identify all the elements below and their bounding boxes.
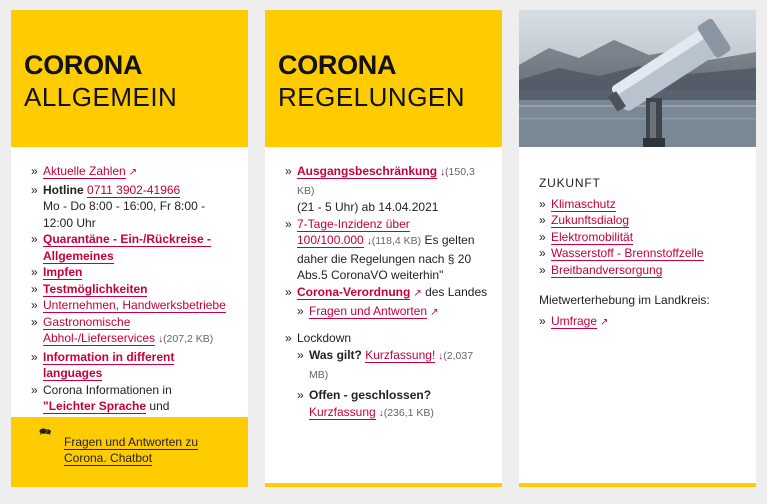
card-header xyxy=(11,10,248,147)
list-item xyxy=(31,163,234,182)
list-item xyxy=(539,229,742,246)
link-gastronomische[interactable]: Gastronomische Abhol-/Lieferservices xyxy=(43,314,156,345)
list-item xyxy=(539,313,742,332)
link-kurzfassung-1[interactable]: Kurzfassung! xyxy=(365,348,436,362)
card-title-light: REGELUNGEN xyxy=(278,82,466,112)
offen-label: Offen - geschlossen? xyxy=(309,388,432,402)
link-aktuelle-zahlen[interactable]: Aktuelle Zahlen xyxy=(43,164,126,178)
card-corona-allgemein xyxy=(11,10,248,487)
link-testmoeglichkeiten[interactable]: Testmöglichkeiten xyxy=(43,281,148,296)
download-icon: ↓ xyxy=(366,236,372,247)
list-item xyxy=(31,314,234,349)
list-item xyxy=(31,264,234,281)
hotline-hours: Mo - Do 8:00 - 16:00, Fr 8:00 - 12:00 Uhr xyxy=(43,199,206,230)
download-icon: ↓ xyxy=(438,351,444,362)
lockdown-label: Lockdown xyxy=(297,330,352,345)
link-elektromobilitaet[interactable]: Elektromobilität xyxy=(551,229,634,244)
download-icon: ↓ xyxy=(158,334,164,345)
verordnung-suffix: des Landes xyxy=(425,284,488,299)
link-inzidenz[interactable]: 7-Tage-Inzidenz über 100/100.000 xyxy=(297,216,410,247)
file-size: (2,037 MB) xyxy=(309,350,474,381)
list-item xyxy=(31,297,234,314)
link-hotline-number[interactable]: 0711 3902-41966 xyxy=(87,182,181,197)
list-item xyxy=(297,347,488,383)
card-body xyxy=(265,147,502,422)
was-gilt-label: Was gilt? xyxy=(309,348,362,362)
chat-icon: 🗪 xyxy=(39,427,52,438)
ausgang-note: (21 - 5 Uhr) ab 14.04.2021 xyxy=(297,200,439,214)
file-size: (236,1 KB) xyxy=(383,406,434,419)
list-item xyxy=(297,303,488,322)
telescope-image xyxy=(519,10,756,147)
card-zukunft xyxy=(519,10,756,487)
list-item xyxy=(285,330,488,423)
download-icon: ↓ xyxy=(378,407,384,419)
download-icon: ↓ xyxy=(440,167,446,178)
inzidenz-note: Es gelten daher die Regelungen nach § 20 Abs.5 CoronaVO weiterhin" xyxy=(297,233,475,282)
file-size: (150,3 KB) xyxy=(297,166,475,197)
link-fragen-antworten[interactable]: Fragen und Antworten xyxy=(309,304,428,318)
list-item xyxy=(539,262,742,279)
link-impfen[interactable]: Impfen xyxy=(43,265,83,279)
list-item xyxy=(285,163,488,216)
link-leichte-sprache[interactable]: "Leichter Sprache xyxy=(43,399,147,413)
link-zukunftsdialog[interactable]: Zukunftsdialog xyxy=(551,213,630,227)
section-zukunft-title: ZUKUNFT xyxy=(539,176,601,190)
card-body xyxy=(519,147,756,331)
list-item xyxy=(539,245,742,262)
list-item xyxy=(31,182,234,232)
list-item xyxy=(297,387,488,422)
list-item xyxy=(285,284,488,322)
link-wasserstoff[interactable]: Wasserstoff - Brennstoffzelle xyxy=(551,246,704,260)
hotline-label: Hotline xyxy=(43,182,84,197)
link-umfrage[interactable]: Umfrage xyxy=(551,313,598,328)
external-link-icon: ↗ xyxy=(128,167,138,178)
corona-info-text: Corona Informationen in xyxy=(43,382,172,397)
chatbot-link[interactable]: Fragen und Antworten zu Corona. Chatbot xyxy=(64,435,199,465)
card-title-bold: CORONA xyxy=(24,50,143,80)
file-size: (118,4 KB) xyxy=(371,235,422,247)
chatbot-box xyxy=(11,417,248,487)
card-title-bold: CORONA xyxy=(278,50,397,80)
list-item xyxy=(31,349,234,382)
list-item xyxy=(31,281,234,298)
list-item xyxy=(539,212,742,229)
card-title-light: ALLGEMEIN xyxy=(24,82,178,112)
list-item xyxy=(31,231,234,264)
link-kurzfassung-2[interactable]: Kurzfassung xyxy=(309,404,376,419)
external-link-icon: ↗ xyxy=(413,287,422,299)
file-size: (207,2 KB) xyxy=(163,333,214,345)
list-item xyxy=(285,216,488,284)
link-klimaschutz[interactable]: Klimaschutz xyxy=(551,196,616,211)
section-mietwert-title: Mietwerterhebung im Landkreis: xyxy=(539,293,710,307)
card-body xyxy=(11,147,248,431)
link-corona-verordnung[interactable]: Corona-Verordnung xyxy=(297,284,411,299)
external-link-icon: ↗ xyxy=(600,316,609,328)
card-header xyxy=(265,10,502,147)
card-corona-regelungen xyxy=(265,10,502,487)
telescope-photo xyxy=(519,10,756,147)
list-item xyxy=(539,196,742,213)
external-link-icon: ↗ xyxy=(430,307,439,318)
und-text: und xyxy=(149,399,170,413)
link-information-languages[interactable]: Information in different languages xyxy=(43,349,175,380)
link-quarantaene[interactable]: Quarantäne - Ein-/Rückreise - Allgemeines xyxy=(43,232,212,263)
link-unternehmen[interactable]: Unternehmen, Handwerksbetriebe xyxy=(43,298,226,312)
link-ausgangsbeschraenkung[interactable]: Ausgangsbeschränkung xyxy=(297,164,438,178)
link-breitbandversorgung[interactable]: Breitbandversorgung xyxy=(551,262,663,277)
